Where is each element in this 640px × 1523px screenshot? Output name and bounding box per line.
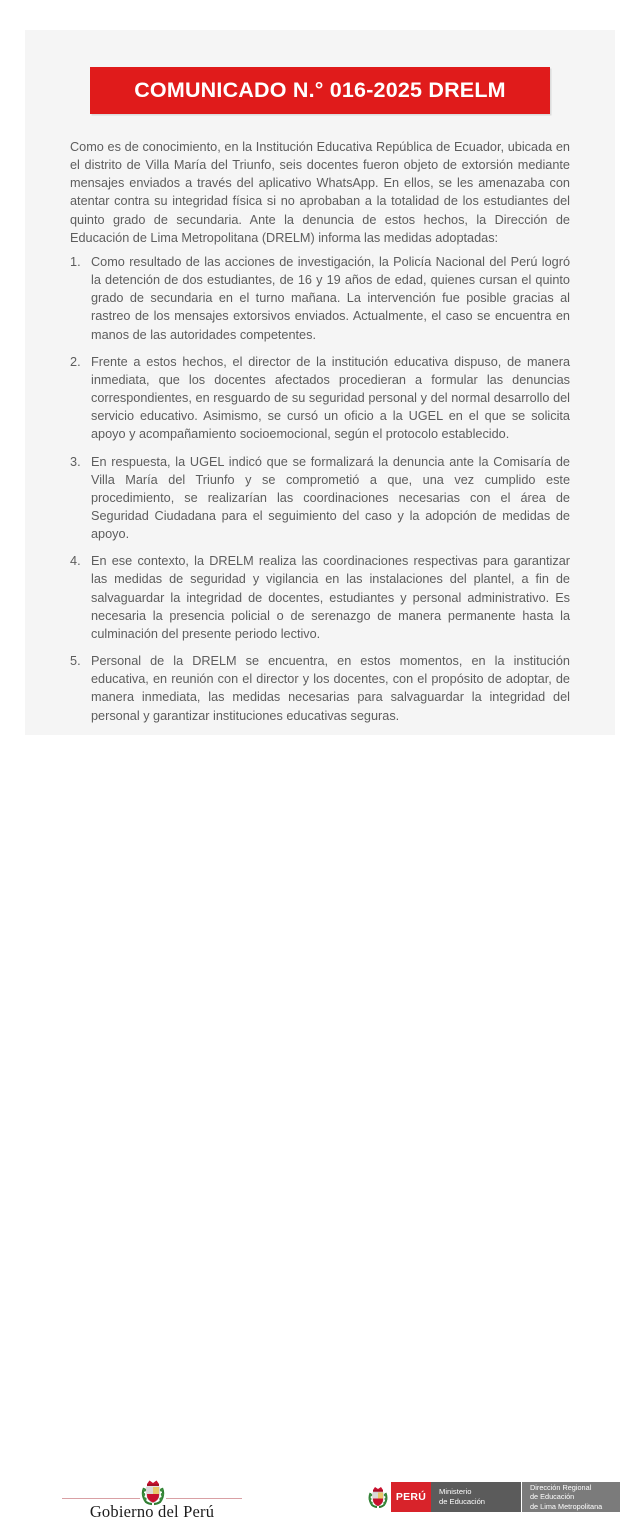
gobierno-label: Gobierno del Perú bbox=[89, 1502, 215, 1521]
document-body bbox=[70, 138, 570, 763]
list-item: Como resultado de las acciones de investigación, la Policía Nacional del Perú logró la detención de dos estudiantes, de 16 y 19 años de edad, quienes cursan el quinto grado de secundaria en el turno mañana. La intervención fue posible gracias al rastreo de los mensajes extorsivos enviados. Actualmente, el caso se encuentra en manos de las autoridades competentes. bbox=[91, 254, 570, 342]
ministry-line-1: Ministerio bbox=[439, 1486, 472, 1496]
peru-coat-of-arms-icon bbox=[365, 1482, 391, 1512]
drelm-block bbox=[522, 1482, 620, 1512]
drelm-line-1: Dirección Regional bbox=[530, 1482, 592, 1492]
footer bbox=[0, 735, 640, 1521]
peru-label: PERÚ bbox=[395, 1491, 427, 1503]
list-item: En respuesta, la UGEL indicó que se formalizará la denuncia ante la Comisaría de Villa María del Triunfo y se comprometió a que, una vez cumplido este procedimiento, se realizarían las coordinaciones necesarias con el área de Seguridad Ciudadana para el seguimiento del caso y la adopción de medidas de apoyo. bbox=[91, 454, 570, 542]
drelm-line-3: de Lima Metropolitana bbox=[530, 1501, 603, 1511]
ministry-line-2: de Educación bbox=[439, 1497, 486, 1506]
list-item: Frente a estos hechos, el director de la institución educativa dispuso, de manera inmediata, que los docentes afectados procedieran a formular las denuncias correspondientes, en resguardo de su seguridad personal y del normal desarrollo del servicio educativo. Asimismo, se cursó un oficio a la UGEL en el que se solicita apoyo y acompañamiento socioemocional, según el protocolo establecido. bbox=[91, 354, 570, 442]
intro-paragraph: Como es de conocimiento, en la Institución Educativa República de Ecuador, ubicada en el distrito de Villa María del Triunfo, seis docentes fueron objeto de extorsión mediante mensajes enviados a través del aplicativo WhatsApp. En ellos, se les amenazaba con atentar contra su integridad física si no aprobaban a la totalidad de los estudiantes del quinto grado de secundaria. Ante la denuncia de estos hechos, la Dirección de Educación de Lima Metropolitana (DRELM) informa las medidas adoptadas: bbox=[70, 140, 570, 245]
page-title: COMUNICADO N.° 016-2025 DRELM bbox=[134, 78, 506, 102]
gobierno-del-peru-logo bbox=[62, 1475, 242, 1523]
title-banner bbox=[90, 67, 550, 114]
list-item: Personal de la DRELM se encuentra, en estos momentos, en la institución educativa, en reunión con el director y los docentes, con el propósito de adoptar, de manera inmediata, las medidas necesarias para salvaguardar la integridad del personal y garantizar instituciones educativas seguras. bbox=[91, 654, 570, 723]
list-item: En ese contexto, la DRELM realiza las coordinaciones respectivas para garantizar las medidas de seguridad y vigilancia en las instalaciones del plantel, a fin de salvaguardar la integridad de docentes, estudiantes y personal administrativo. Es necesaria la presencia policial o de serenazgo de manera permanente hasta la culminación del presente periodo lectivo. bbox=[91, 554, 570, 641]
drelm-line-2: de Educación bbox=[530, 1492, 575, 1502]
measures-list bbox=[70, 253, 570, 725]
peru-brand-block bbox=[391, 1482, 431, 1512]
ministry-block bbox=[431, 1482, 521, 1512]
minedu-drelm-logo bbox=[365, 1482, 620, 1512]
